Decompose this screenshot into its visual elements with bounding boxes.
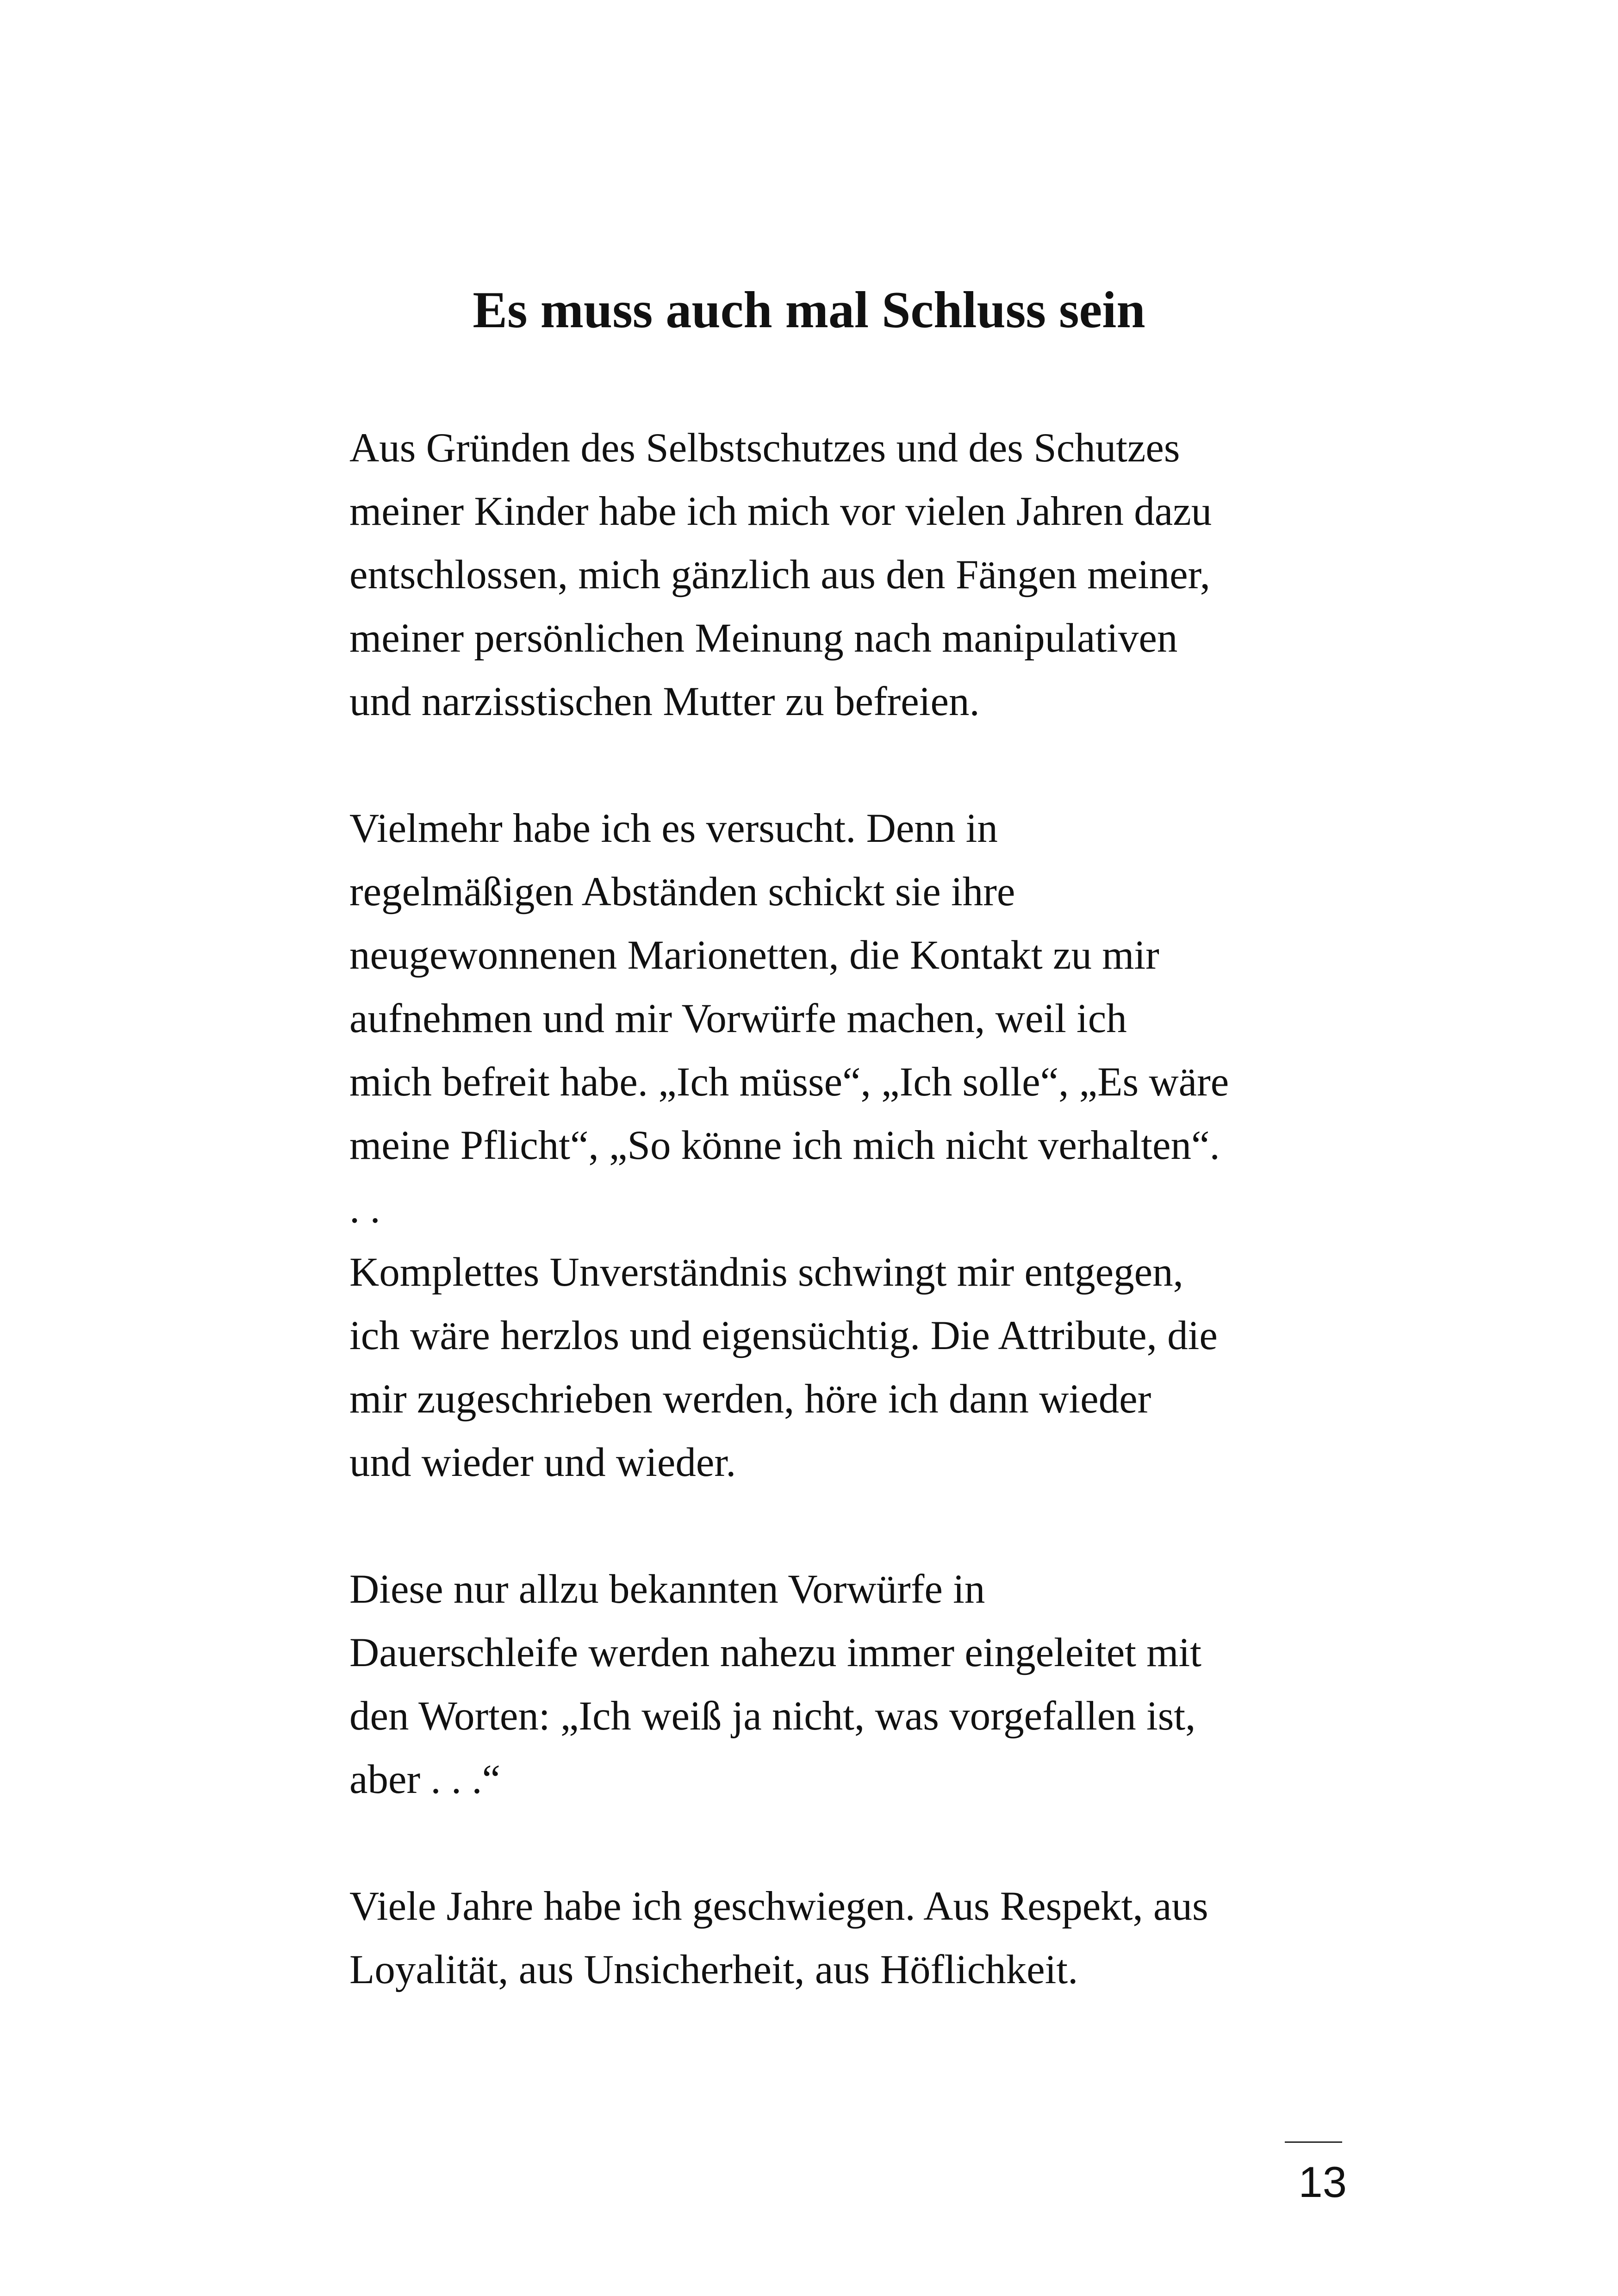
text-line: ich wäre herzlos und eigensüchtig. Die Attribute, die — [349, 1313, 1218, 1358]
chapter-title: Es muss auch mal Schluss sein — [473, 281, 1145, 339]
text-line: regelmäßigen Abständen schickt sie ihre — [349, 869, 1015, 915]
paragraph-gap — [349, 1494, 1358, 1558]
text-line: meiner Kinder habe ich mich vor vielen Jahren dazu — [349, 489, 1212, 534]
text-line: mich befreit habe. „Ich müsse“, „Ich solle“, „Es wäre — [349, 1059, 1229, 1105]
text-line: Dauerschleife werden nahezu immer eingeleitet mit — [349, 1630, 1201, 1675]
text-line: den Worten: „Ich weiß ja nicht, was vorgefallen ist, — [349, 1693, 1196, 1739]
text-line: aufnehmen und mir Vorwürfe machen, weil ich — [349, 996, 1127, 1041]
text-line: Aus Gründen des Selbstschutzes und des Schutzes — [349, 425, 1180, 471]
text-line: Loyalität, aus Unsicherheit, aus Höflichkeit. — [349, 1947, 1078, 1992]
text-line: . . — [349, 1186, 380, 1232]
text-line: meine Pflicht“, „So könne ich mich nicht verhalten“. — [349, 1123, 1220, 1168]
paragraph-gap — [349, 734, 1358, 797]
page-number: 13 — [1298, 2158, 1347, 2206]
paragraph-gap — [349, 1811, 1358, 1875]
text-line: und wieder und wieder. — [349, 1440, 736, 1485]
text-line: und narzisstischen Mutter zu befreien. — [349, 679, 980, 724]
text-line: aber . . .“ — [349, 1757, 501, 1802]
page-number-rule — [1285, 2141, 1342, 2143]
paragraph-3 — [349, 1558, 1358, 1811]
text-line: Komplettes Unverständnis schwingt mir entgegen, — [349, 1250, 1183, 1295]
text-line: Diese nur allzu bekannten Vorwürfe in — [349, 1567, 985, 1612]
chapter-body — [349, 417, 1358, 2002]
paragraph-4 — [349, 1875, 1358, 2002]
text-line: Viele Jahre habe ich geschwiegen. Aus Respekt, aus — [349, 1884, 1208, 1929]
text-line: mir zugeschrieben werden, höre ich dann wieder — [349, 1376, 1151, 1422]
text-line: entschlossen, mich gänzlich aus den Fängen meiner, — [349, 552, 1210, 597]
text-line: Vielmehr habe ich es versucht. Denn in — [349, 806, 998, 851]
paragraph-2 — [349, 797, 1358, 1494]
text-line: neugewonnenen Marionetten, die Kontakt zu mir — [349, 933, 1159, 978]
paragraph-1 — [349, 417, 1358, 734]
text-line: meiner persönlichen Meinung nach manipulativen — [349, 616, 1178, 661]
